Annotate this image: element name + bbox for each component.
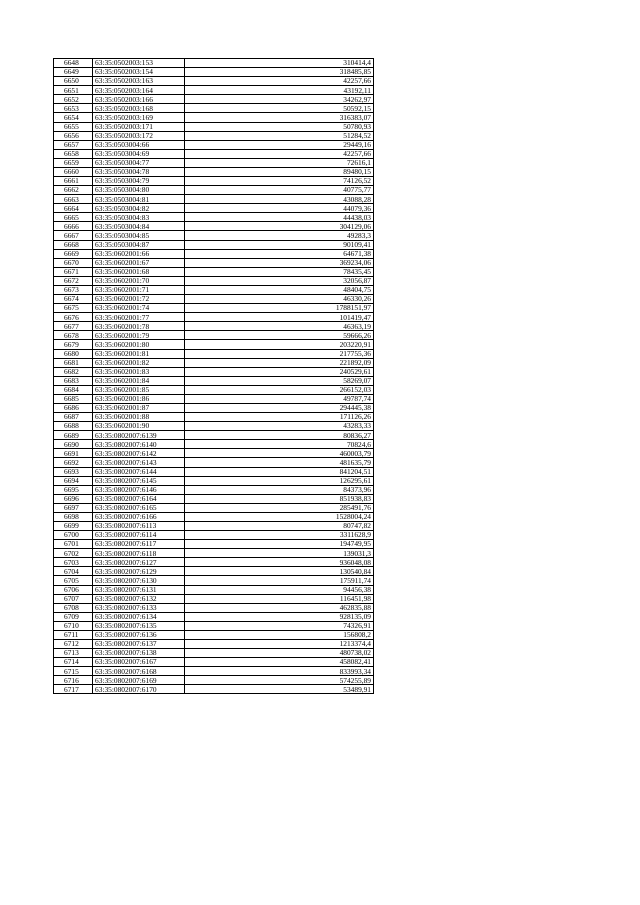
row-number-cell: 6713 xyxy=(54,649,93,658)
table-row xyxy=(54,658,374,667)
value-cell: 574255,89 xyxy=(185,676,374,685)
value-cell: 80836,27 xyxy=(185,431,374,440)
row-number-cell: 6651 xyxy=(54,86,93,95)
cadastral-number-cell: 63:35:0802007:6136 xyxy=(93,630,185,639)
value-cell: 84373,96 xyxy=(185,485,374,494)
value-cell: 46363,19 xyxy=(185,322,374,331)
table-row xyxy=(54,195,374,204)
value-cell: 156808,2 xyxy=(185,630,374,639)
row-number-cell: 6678 xyxy=(54,331,93,340)
table-row xyxy=(54,249,374,258)
value-cell: 49787,74 xyxy=(185,394,374,403)
row-number-cell: 6698 xyxy=(54,512,93,521)
cadastral-number-cell: 63:35:0503004:84 xyxy=(93,222,185,231)
row-number-cell: 6700 xyxy=(54,531,93,540)
row-number-cell: 6712 xyxy=(54,640,93,649)
row-number-cell: 6706 xyxy=(54,585,93,594)
row-number-cell: 6693 xyxy=(54,467,93,476)
row-number-cell: 6668 xyxy=(54,240,93,249)
row-number-cell: 6686 xyxy=(54,403,93,412)
row-number-cell: 6660 xyxy=(54,167,93,176)
cadastral-number-cell: 63:35:0602001:80 xyxy=(93,340,185,349)
row-number-cell: 6715 xyxy=(54,667,93,676)
row-number-cell: 6670 xyxy=(54,258,93,267)
value-cell: 70824,6 xyxy=(185,440,374,449)
value-cell: 460003,79 xyxy=(185,449,374,458)
table-row xyxy=(54,258,374,267)
value-cell: 94456,38 xyxy=(185,585,374,594)
cadastral-number-cell: 63:35:0503004:87 xyxy=(93,240,185,249)
row-number-cell: 6716 xyxy=(54,676,93,685)
table-row xyxy=(54,503,374,512)
row-number-cell: 6653 xyxy=(54,104,93,113)
table-row xyxy=(54,59,374,68)
table-row xyxy=(54,122,374,131)
value-cell: 43192,11 xyxy=(185,86,374,95)
row-number-cell: 6697 xyxy=(54,503,93,512)
value-cell: 833993,34 xyxy=(185,667,374,676)
row-number-cell: 6681 xyxy=(54,358,93,367)
value-cell: 64671,38 xyxy=(185,249,374,258)
cadastral-value-table xyxy=(53,58,374,694)
value-cell: 53489,91 xyxy=(185,685,374,694)
cadastral-number-cell: 63:35:0502003:166 xyxy=(93,95,185,104)
row-number-cell: 6707 xyxy=(54,594,93,603)
value-cell: 240529,61 xyxy=(185,367,374,376)
value-cell: 44079,36 xyxy=(185,204,374,213)
value-cell: 462835,88 xyxy=(185,603,374,612)
cadastral-number-cell: 63:35:0802007:6113 xyxy=(93,521,185,530)
value-cell: 80747,82 xyxy=(185,521,374,530)
table-row xyxy=(54,394,374,403)
cadastral-number-cell: 63:35:0503004:81 xyxy=(93,195,185,204)
table-row xyxy=(54,576,374,585)
row-number-cell: 6671 xyxy=(54,267,93,276)
value-cell: 316383,07 xyxy=(185,113,374,122)
table-row xyxy=(54,231,374,240)
table-row xyxy=(54,621,374,630)
table-row xyxy=(54,304,374,313)
table-row xyxy=(54,113,374,122)
row-number-cell: 6655 xyxy=(54,122,93,131)
table-row xyxy=(54,358,374,367)
cadastral-number-cell: 63:35:0503004:69 xyxy=(93,149,185,158)
cadastral-number-cell: 63:35:0802007:6131 xyxy=(93,585,185,594)
cadastral-number-cell: 63:35:0502003:168 xyxy=(93,104,185,113)
table-row xyxy=(54,186,374,195)
row-number-cell: 6666 xyxy=(54,222,93,231)
row-number-cell: 6674 xyxy=(54,295,93,304)
table-row xyxy=(54,494,374,503)
value-cell: 101419,47 xyxy=(185,313,374,322)
cadastral-number-cell: 63:35:0802007:6132 xyxy=(93,594,185,603)
row-number-cell: 6648 xyxy=(54,59,93,68)
row-number-cell: 6696 xyxy=(54,494,93,503)
row-number-cell: 6708 xyxy=(54,603,93,612)
table-row xyxy=(54,549,374,558)
value-cell: 217755,36 xyxy=(185,349,374,358)
row-number-cell: 6665 xyxy=(54,213,93,222)
row-number-cell: 6710 xyxy=(54,621,93,630)
table-row xyxy=(54,603,374,612)
table-row xyxy=(54,104,374,113)
value-cell: 49283,3 xyxy=(185,231,374,240)
table-row xyxy=(54,331,374,340)
row-number-cell: 6659 xyxy=(54,158,93,167)
value-cell: 171126,26 xyxy=(185,413,374,422)
row-number-cell: 6656 xyxy=(54,131,93,140)
cadastral-number-cell: 63:35:0602001:85 xyxy=(93,385,185,394)
row-number-cell: 6664 xyxy=(54,204,93,213)
table-row xyxy=(54,521,374,530)
value-cell: 46330,26 xyxy=(185,295,374,304)
value-cell: 50780,93 xyxy=(185,122,374,131)
cadastral-number-cell: 63:35:0802007:6164 xyxy=(93,494,185,503)
row-number-cell: 6676 xyxy=(54,313,93,322)
value-cell: 203220,91 xyxy=(185,340,374,349)
table-row xyxy=(54,667,374,676)
value-cell: 72616,1 xyxy=(185,158,374,167)
table-row xyxy=(54,540,374,549)
cadastral-number-cell: 63:35:0602001:79 xyxy=(93,331,185,340)
cadastral-number-cell: 63:35:0602001:74 xyxy=(93,304,185,313)
cadastral-number-cell: 63:35:0502003:163 xyxy=(93,77,185,86)
cadastral-number-cell: 63:35:0802007:6134 xyxy=(93,612,185,621)
table-row xyxy=(54,630,374,639)
cadastral-number-cell: 63:35:0602001:81 xyxy=(93,349,185,358)
table-row xyxy=(54,340,374,349)
cadastral-number-cell: 63:35:0802007:6138 xyxy=(93,649,185,658)
value-cell: 126295,61 xyxy=(185,476,374,485)
value-cell: 841204,51 xyxy=(185,467,374,476)
row-number-cell: 6685 xyxy=(54,394,93,403)
table-row xyxy=(54,285,374,294)
cadastral-number-cell: 63:35:0602001:77 xyxy=(93,313,185,322)
value-cell: 44438,03 xyxy=(185,213,374,222)
table-row xyxy=(54,68,374,77)
cadastral-number-cell: 63:35:0503004:66 xyxy=(93,140,185,149)
value-cell: 175911,74 xyxy=(185,576,374,585)
row-number-cell: 6714 xyxy=(54,658,93,667)
table-row xyxy=(54,95,374,104)
cadastral-number-cell: 63:35:0802007:6146 xyxy=(93,485,185,494)
value-cell: 458082,41 xyxy=(185,658,374,667)
table-row xyxy=(54,485,374,494)
value-cell: 42257,66 xyxy=(185,149,374,158)
value-cell: 304129,06 xyxy=(185,222,374,231)
cadastral-number-cell: 63:35:0602001:86 xyxy=(93,394,185,403)
table-row xyxy=(54,422,374,431)
row-number-cell: 6701 xyxy=(54,540,93,549)
value-cell: 1788151,97 xyxy=(185,304,374,313)
row-number-cell: 6654 xyxy=(54,113,93,122)
table-row xyxy=(54,204,374,213)
cadastral-number-cell: 63:35:0602001:78 xyxy=(93,322,185,331)
value-cell: 266152,03 xyxy=(185,385,374,394)
value-cell: 89480,15 xyxy=(185,167,374,176)
cadastral-number-cell: 63:35:0802007:6117 xyxy=(93,540,185,549)
row-number-cell: 6683 xyxy=(54,376,93,385)
table-row xyxy=(54,585,374,594)
value-cell: 130540,84 xyxy=(185,567,374,576)
row-number-cell: 6694 xyxy=(54,476,93,485)
row-number-cell: 6705 xyxy=(54,576,93,585)
row-number-cell: 6679 xyxy=(54,340,93,349)
table-row xyxy=(54,458,374,467)
value-cell: 74126,52 xyxy=(185,177,374,186)
value-cell: 310414,4 xyxy=(185,59,374,68)
cadastral-number-cell: 63:35:0502003:154 xyxy=(93,68,185,77)
table-row xyxy=(54,322,374,331)
table-row xyxy=(54,213,374,222)
value-cell: 194749,95 xyxy=(185,540,374,549)
cadastral-number-cell: 63:35:0802007:6140 xyxy=(93,440,185,449)
row-number-cell: 6689 xyxy=(54,431,93,440)
table-row xyxy=(54,167,374,176)
table-row xyxy=(54,295,374,304)
cadastral-number-cell: 63:35:0802007:6167 xyxy=(93,658,185,667)
cadastral-number-cell: 63:35:0802007:6130 xyxy=(93,576,185,585)
value-cell: 78435,45 xyxy=(185,267,374,276)
cadastral-number-cell: 63:35:0802007:6142 xyxy=(93,449,185,458)
table-row xyxy=(54,158,374,167)
cadastral-number-cell: 63:35:0802007:6139 xyxy=(93,431,185,440)
value-cell: 294445,38 xyxy=(185,403,374,412)
row-number-cell: 6657 xyxy=(54,140,93,149)
table-row xyxy=(54,640,374,649)
cadastral-number-cell: 63:35:0802007:6166 xyxy=(93,512,185,521)
row-number-cell: 6703 xyxy=(54,558,93,567)
row-number-cell: 6663 xyxy=(54,195,93,204)
row-number-cell: 6688 xyxy=(54,422,93,431)
cadastral-number-cell: 63:35:0802007:6165 xyxy=(93,503,185,512)
cadastral-number-cell: 63:35:0602001:83 xyxy=(93,367,185,376)
value-cell: 221892,09 xyxy=(185,358,374,367)
cadastral-number-cell: 63:35:0802007:6137 xyxy=(93,640,185,649)
cadastral-number-cell: 63:35:0802007:6127 xyxy=(93,558,185,567)
value-cell: 29449,16 xyxy=(185,140,374,149)
row-number-cell: 6695 xyxy=(54,485,93,494)
table-row xyxy=(54,476,374,485)
row-number-cell: 6652 xyxy=(54,95,93,104)
row-number-cell: 6684 xyxy=(54,385,93,394)
value-cell: 34262,97 xyxy=(185,95,374,104)
table-row xyxy=(54,512,374,521)
value-cell: 48404,75 xyxy=(185,285,374,294)
table-row xyxy=(54,449,374,458)
value-cell: 43088,28 xyxy=(185,195,374,204)
row-number-cell: 6699 xyxy=(54,521,93,530)
cadastral-number-cell: 63:35:0602001:66 xyxy=(93,249,185,258)
cadastral-number-cell: 63:35:0802007:6133 xyxy=(93,603,185,612)
cadastral-number-cell: 63:35:0802007:6118 xyxy=(93,549,185,558)
cadastral-number-cell: 63:35:0602001:72 xyxy=(93,295,185,304)
row-number-cell: 6662 xyxy=(54,186,93,195)
table-row xyxy=(54,131,374,140)
table-row xyxy=(54,649,374,658)
value-cell: 43283,33 xyxy=(185,422,374,431)
row-number-cell: 6691 xyxy=(54,449,93,458)
table-row xyxy=(54,531,374,540)
value-cell: 928135,09 xyxy=(185,612,374,621)
value-cell: 1528004,24 xyxy=(185,512,374,521)
row-number-cell: 6649 xyxy=(54,68,93,77)
value-cell: 936048,08 xyxy=(185,558,374,567)
value-cell: 480738,02 xyxy=(185,649,374,658)
value-cell: 116451,98 xyxy=(185,594,374,603)
cadastral-number-cell: 63:35:0502003:153 xyxy=(93,59,185,68)
value-cell: 318485,85 xyxy=(185,68,374,77)
cadastral-number-cell: 63:35:0802007:6170 xyxy=(93,685,185,694)
row-number-cell: 6711 xyxy=(54,630,93,639)
value-cell: 139031,3 xyxy=(185,549,374,558)
value-cell: 32056,87 xyxy=(185,276,374,285)
row-number-cell: 6658 xyxy=(54,149,93,158)
row-number-cell: 6672 xyxy=(54,276,93,285)
row-number-cell: 6709 xyxy=(54,612,93,621)
row-number-cell: 6661 xyxy=(54,177,93,186)
table-row xyxy=(54,567,374,576)
table-row xyxy=(54,149,374,158)
table-row xyxy=(54,367,374,376)
value-cell: 58269,07 xyxy=(185,376,374,385)
value-cell: 42257,66 xyxy=(185,77,374,86)
table-row xyxy=(54,685,374,694)
cadastral-number-cell: 63:35:0802007:6145 xyxy=(93,476,185,485)
table-row xyxy=(54,594,374,603)
table-row xyxy=(54,558,374,567)
cadastral-number-cell: 63:35:0802007:6144 xyxy=(93,467,185,476)
table-row xyxy=(54,177,374,186)
table-row xyxy=(54,349,374,358)
row-number-cell: 6702 xyxy=(54,549,93,558)
table-row xyxy=(54,612,374,621)
row-number-cell: 6680 xyxy=(54,349,93,358)
value-cell: 50592,15 xyxy=(185,104,374,113)
table-row xyxy=(54,413,374,422)
row-number-cell: 6682 xyxy=(54,367,93,376)
value-cell: 51284,52 xyxy=(185,131,374,140)
table-row xyxy=(54,440,374,449)
row-number-cell: 6669 xyxy=(54,249,93,258)
cadastral-number-cell: 63:35:0602001:70 xyxy=(93,276,185,285)
cadastral-number-cell: 63:35:0802007:6135 xyxy=(93,621,185,630)
cadastral-number-cell: 63:35:0602001:82 xyxy=(93,358,185,367)
cadastral-number-cell: 63:35:0503004:85 xyxy=(93,231,185,240)
cadastral-number-cell: 63:35:0502003:171 xyxy=(93,122,185,131)
cadastral-number-cell: 63:35:0502003:172 xyxy=(93,131,185,140)
cadastral-number-cell: 63:35:0802007:6168 xyxy=(93,667,185,676)
table-row xyxy=(54,385,374,394)
value-cell: 369234,06 xyxy=(185,258,374,267)
table-row xyxy=(54,403,374,412)
value-cell: 90109,41 xyxy=(185,240,374,249)
cadastral-number-cell: 63:35:0602001:84 xyxy=(93,376,185,385)
cadastral-number-cell: 63:35:0602001:88 xyxy=(93,413,185,422)
row-number-cell: 6717 xyxy=(54,685,93,694)
value-cell: 59666,26 xyxy=(185,331,374,340)
value-cell: 3311628,9 xyxy=(185,531,374,540)
table-row xyxy=(54,86,374,95)
table-row xyxy=(54,222,374,231)
cadastral-number-cell: 63:35:0602001:90 xyxy=(93,422,185,431)
cadastral-number-cell: 63:35:0602001:68 xyxy=(93,267,185,276)
row-number-cell: 6650 xyxy=(54,77,93,86)
row-number-cell: 6692 xyxy=(54,458,93,467)
cadastral-number-cell: 63:35:0802007:6143 xyxy=(93,458,185,467)
table-row xyxy=(54,313,374,322)
row-number-cell: 6687 xyxy=(54,413,93,422)
table-row xyxy=(54,240,374,249)
cadastral-number-cell: 63:35:0503004:78 xyxy=(93,167,185,176)
row-number-cell: 6704 xyxy=(54,567,93,576)
cadastral-number-cell: 63:35:0802007:6129 xyxy=(93,567,185,576)
table-row xyxy=(54,467,374,476)
value-cell: 851938,83 xyxy=(185,494,374,503)
cadastral-number-cell: 63:35:0503004:79 xyxy=(93,177,185,186)
row-number-cell: 6677 xyxy=(54,322,93,331)
value-cell: 74326,91 xyxy=(185,621,374,630)
row-number-cell: 6673 xyxy=(54,285,93,294)
table-body xyxy=(54,59,374,694)
cadastral-number-cell: 63:35:0602001:87 xyxy=(93,403,185,412)
cadastral-number-cell: 63:35:0802007:6169 xyxy=(93,676,185,685)
value-cell: 1213374,4 xyxy=(185,640,374,649)
table-row xyxy=(54,676,374,685)
cadastral-number-cell: 63:35:0503004:77 xyxy=(93,158,185,167)
cadastral-number-cell: 63:35:0602001:67 xyxy=(93,258,185,267)
table-row xyxy=(54,140,374,149)
table-row xyxy=(54,376,374,385)
value-cell: 285491,76 xyxy=(185,503,374,512)
cadastral-number-cell: 63:35:0503004:80 xyxy=(93,186,185,195)
cadastral-number-cell: 63:35:0503004:82 xyxy=(93,204,185,213)
table-row xyxy=(54,77,374,86)
value-cell: 40775,77 xyxy=(185,186,374,195)
table-row xyxy=(54,267,374,276)
table-row xyxy=(54,431,374,440)
cadastral-number-cell: 63:35:0503004:83 xyxy=(93,213,185,222)
cadastral-number-cell: 63:35:0502003:169 xyxy=(93,113,185,122)
row-number-cell: 6690 xyxy=(54,440,93,449)
value-cell: 481635,79 xyxy=(185,458,374,467)
cadastral-number-cell: 63:35:0602001:71 xyxy=(93,285,185,294)
cadastral-number-cell: 63:35:0502003:164 xyxy=(93,86,185,95)
row-number-cell: 6667 xyxy=(54,231,93,240)
cadastral-number-cell: 63:35:0802007:6114 xyxy=(93,531,185,540)
table-row xyxy=(54,276,374,285)
row-number-cell: 6675 xyxy=(54,304,93,313)
